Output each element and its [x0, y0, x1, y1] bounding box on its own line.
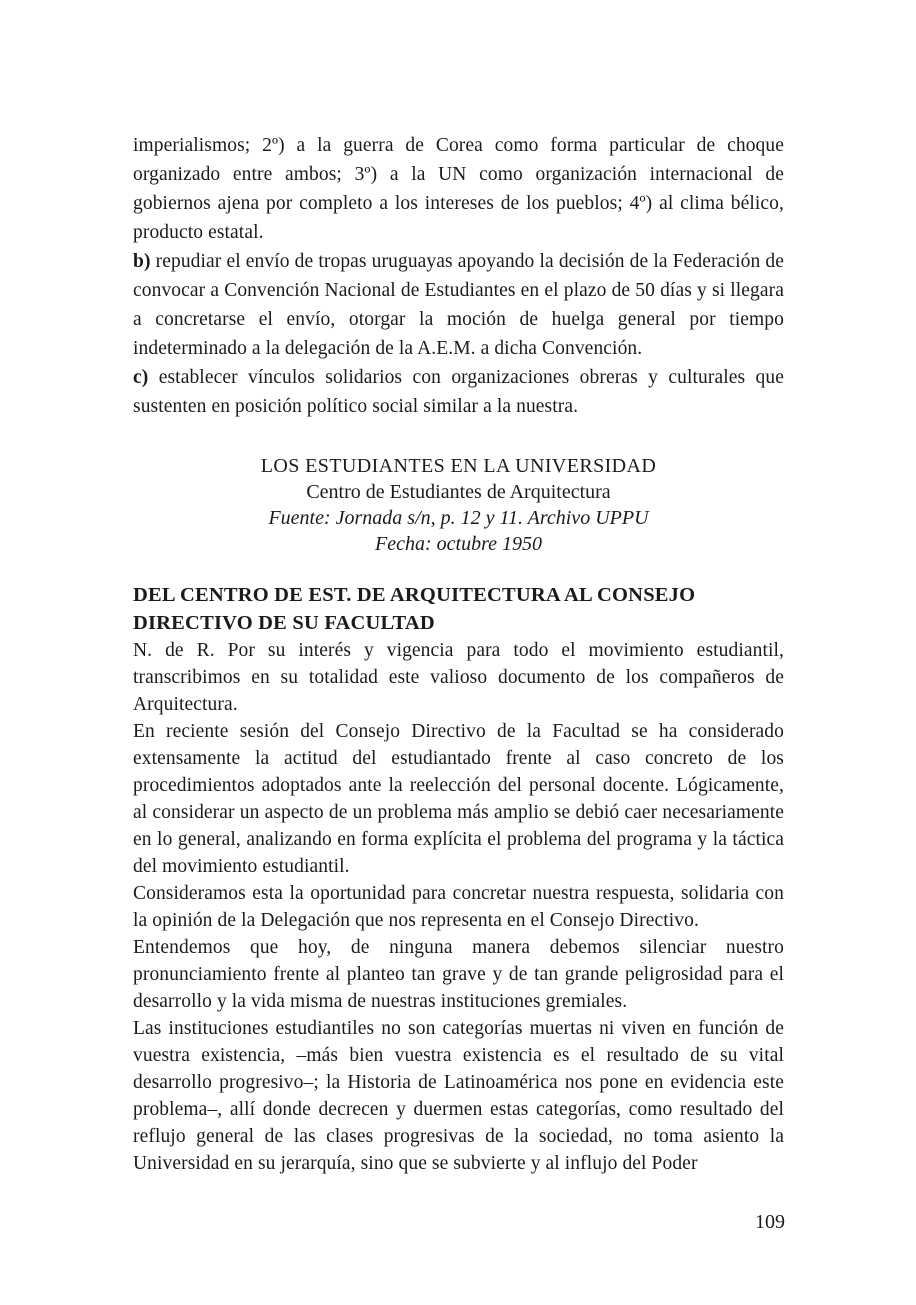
section-title: LOS ESTUDIANTES EN LA UNIVERSIDAD: [260, 455, 657, 477]
article-paragraph: En reciente sesión del Consejo Directivo de la Facultad se ha considerado extensamente la actitud del estudiantado frente al caso concreto de los procedimientos adoptados ante la reelección del personal docente. Lógicamente, al considerar un aspecto de un problema más amplio se debió caer necesariamente en lo general, analizando en forma explícita el problema del programa y la táctica del movimiento estudiantil.: [133, 721, 784, 877]
article-heading: [133, 581, 784, 637]
article-paragraph: N. de R. Por su interés y vigencia para todo el movimiento estudiantil, transcribimos en su totalidad este valioso documento de los compañeros de Arquitectura.: [133, 640, 784, 715]
section-subtitle: Centro de Estudiantes de Arquitectura: [306, 481, 611, 503]
article-paragraph: Consideramos esta la oportunidad para concretar nuestra respuesta, solidaria con la opinión de la Delegación que nos representa en el Consejo Directivo.: [133, 883, 784, 931]
list-item-b-label: b): [133, 251, 151, 272]
section-heading: [133, 453, 784, 557]
paragraph-continuation: imperialismos; 2º) a la guerra de Corea como forma particular de choque organizado entre ambos; 3º) a la UN como organización internacional de gobiernos ajena por completo a los intereses de los pueblos; 4º) al clima bélico, producto estatal.: [133, 135, 784, 243]
article-paragraph: Entendemos que hoy, de ninguna manera debemos silenciar nuestro pronunciamiento frente al planteo tan grave y de tan grande peligrosidad para el desarrollo y la vida misma de nuestras instituciones gremiales.: [133, 937, 784, 1012]
list-item-c-text: establecer vínculos solidarios con organizaciones obreras y culturales que sustenten en posición político social similar a la nuestra.: [133, 367, 784, 417]
list-item-c: [133, 363, 784, 421]
section-date: Fecha: octubre 1950: [375, 533, 542, 555]
list-item-c-label: c): [133, 367, 149, 388]
page-number: 109: [755, 1211, 785, 1233]
article-heading-line2: DIRECTIVO DE SU FACULTAD: [133, 612, 435, 634]
article-paragraph: Las instituciones estudiantiles no son categorías muertas ni viven en función de vuestra existencia, –más bien vuestra existencia es el resultado de su vital desarrollo progresivo–; la Historia de Latinoamérica nos pone en evidencia este problema–, allí donde decrecen y duermen estas categorías, como resultado del reflujo general de las clases progresivas de la sociedad, no toma asiento la Universidad en su jerarquía, sino que se subvierte y al influjo del Poder: [133, 1018, 784, 1174]
list-item-b: [133, 247, 784, 363]
list-item-b-text: repudiar el envío de tropas uruguayas apoyando la decisión de la Federación de convocar a Convención Nacional de Estudiantes en el plazo de 50 días y si llegara a concretarse el envío, otorgar la moción de huelga general por tiempo indeterminado a la delegación de la A.E.M. a dicha Convención.: [133, 251, 784, 359]
text-block: [133, 131, 784, 1177]
article-heading-line1: DEL CENTRO DE EST. DE ARQUITECTURA AL CONSEJO: [133, 584, 696, 606]
section-source: Fuente: Jornada s/n, p. 12 y 11. Archivo UPPU: [268, 507, 649, 529]
